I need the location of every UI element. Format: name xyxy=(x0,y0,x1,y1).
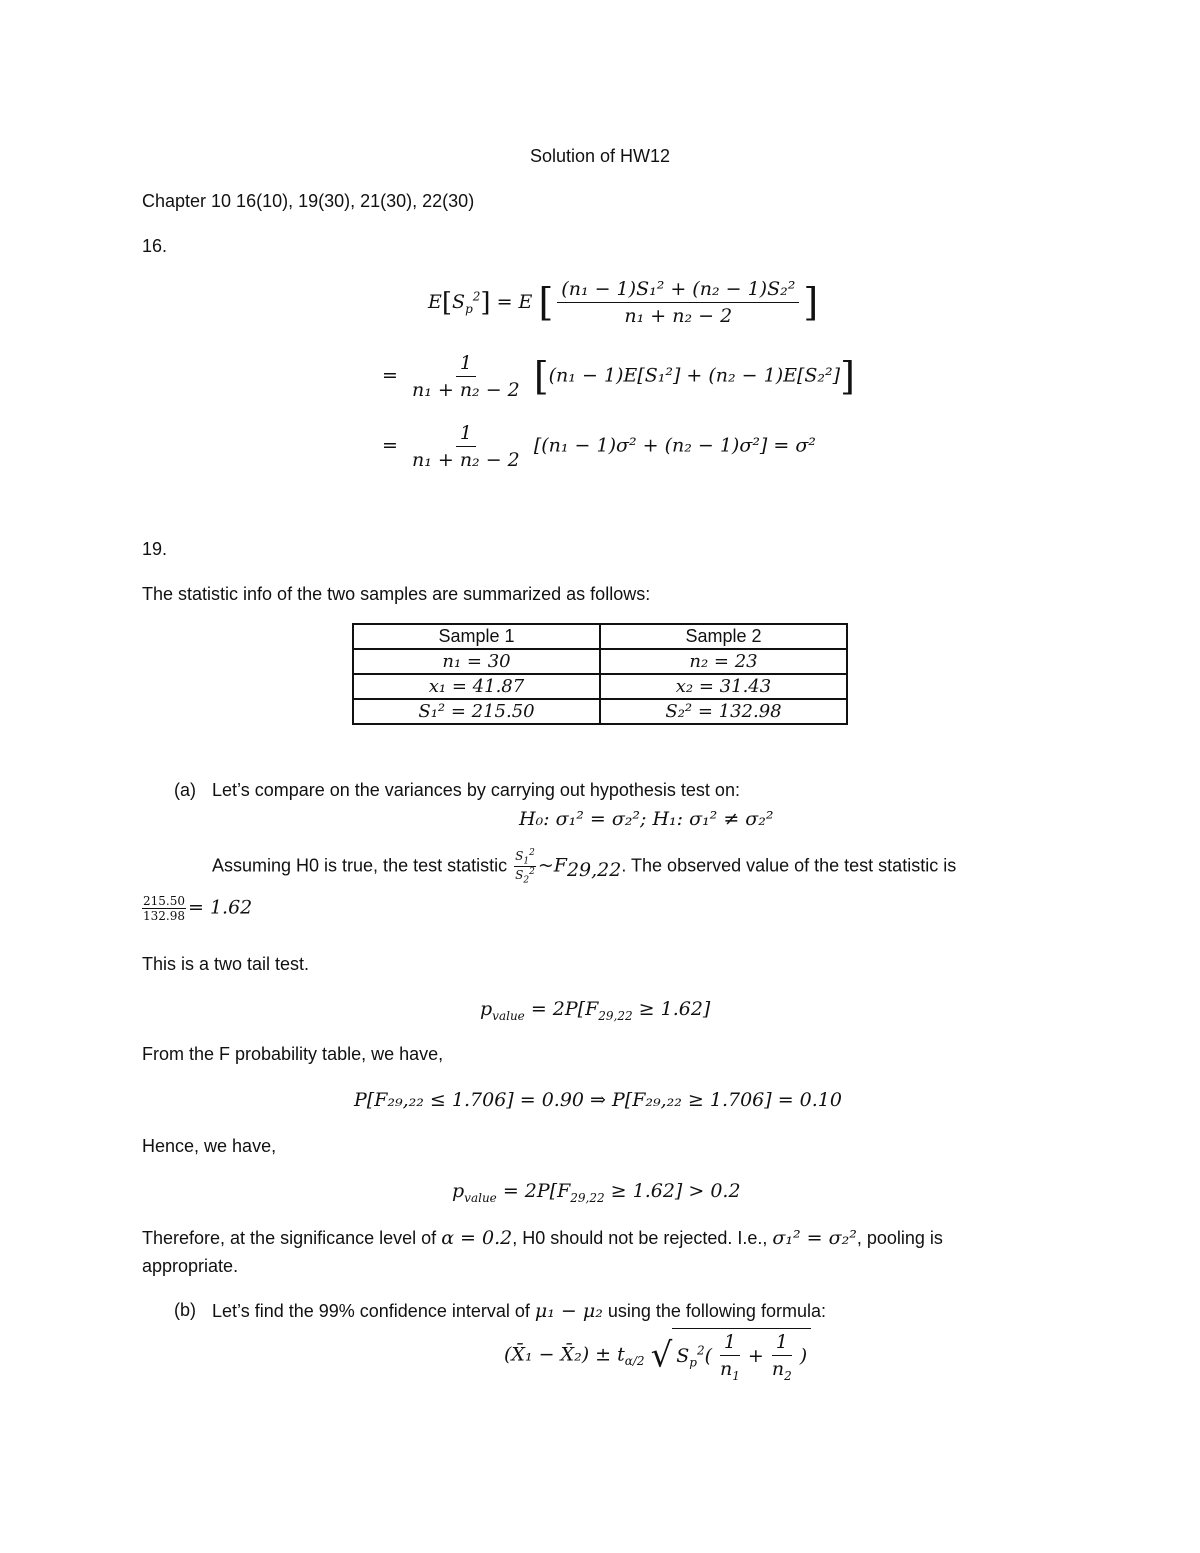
part-a-text: Let’s compare on the variances by carrying out hypothesis test on: xyxy=(212,780,740,800)
ci-subscript: α/2 xyxy=(624,1354,645,1369)
eq2-numerator: 1 xyxy=(456,352,476,377)
table-cell: x₁ = 41.87 xyxy=(353,674,600,699)
equation-16-line1: $E[S_p^2] = E$ [ $\frac{\text{(n₁ − 1)S₁² + (n₂ − 1)S₂²}}{\text{n₁ + n₂ − 2}}$ ] xyxy=(428,278,819,327)
table-row xyxy=(353,649,847,674)
assume-text: Assuming H0 is true, the test statistic xyxy=(212,855,508,876)
table-row xyxy=(353,674,847,699)
table-cell: S₂² = 132.98 xyxy=(600,699,847,724)
eq1-denominator: n₁ + n₂ − 2 xyxy=(624,305,733,327)
page-title: Solution of HW12 xyxy=(529,146,671,166)
observed-value xyxy=(142,894,252,923)
eq3-rest: [(n₁ − 1)σ² + (n₂ − 1)σ²] = σ² xyxy=(533,434,816,457)
table-cell: n₂ = 23 xyxy=(600,649,847,674)
part-b-text xyxy=(212,1300,826,1322)
ftable-text: From the F probability table, we have, xyxy=(142,1044,444,1064)
pvalue-equation-2: $p_{value} = 2P[F_{29,22} \ge 1.62] > 0.2$ xyxy=(452,1180,741,1205)
eq2-denominator: n₁ + n₂ − 2 xyxy=(411,379,520,401)
problem-19-intro: The statistic info of the two samples are summarized as follows: xyxy=(142,584,651,604)
part-b-label: (b) xyxy=(174,1300,196,1320)
test-statistic-line: Assuming H0 is true, the test statistic $\frac{S_1^2}{S_2^2}$ $\sim F_{29,22}$. The observed value of the test statistic is xyxy=(212,848,957,886)
part-a-label: (a) xyxy=(174,780,196,800)
problem-16-label: 16. xyxy=(142,236,168,256)
ftable-equation: P[F₂₉,₂₂ ≤ 1.706] = 0.90 ⇒ P[F₂₉,₂₂ ≥ 1.706] = 0.10 xyxy=(354,1089,842,1111)
eq2-rest: (n₁ − 1)E[S₁²] + (n₂ − 1)E[S₂²] xyxy=(548,364,841,387)
table-header-cell: Sample 2 xyxy=(600,624,847,649)
conclusion-text-1: Therefore, at the significance level of xyxy=(142,1228,437,1248)
conclusion-text-3: , pooling is xyxy=(856,1228,943,1248)
problem-19-label: 19. xyxy=(142,539,168,559)
eq1-lhs: $E[S_p^2] = E$ xyxy=(428,287,533,318)
part-b-text-post: using the following formula: xyxy=(607,1301,826,1321)
hypothesis-equation: H₀: σ₁² = σ₂²; H₁: σ₁² ≠ σ₂² xyxy=(519,808,774,830)
pvalue2-eq-tail: ≥ 1.62] > 0.2 xyxy=(604,1180,741,1202)
hence-text: Hence, we have, xyxy=(142,1136,277,1156)
obs-denominator: 132.98 xyxy=(143,909,185,923)
alpha-value: α = 0.2 xyxy=(441,1227,513,1249)
distribution-text: ~F xyxy=(537,854,567,877)
ci-lhs: (X̄₁ − X̄₂) ± t xyxy=(504,1343,625,1366)
table-row xyxy=(353,699,847,724)
table-cell: n₁ = 30 xyxy=(353,649,600,674)
part-b-text-pre: Let’s find the 99% confidence interval of xyxy=(212,1301,530,1321)
table-cell: x₂ = 31.43 xyxy=(600,674,847,699)
sample-statistics-table xyxy=(352,623,848,725)
two-tail-text: This is a two tail test. xyxy=(142,954,310,974)
table-header-row xyxy=(353,624,847,649)
table-header-cell: Sample 1 xyxy=(353,624,600,649)
pvalue2-eq-text: = 2P[F xyxy=(502,1180,571,1202)
eq1-numerator: (n₁ − 1)S₁² + (n₂ − 1)S₂² xyxy=(557,278,799,303)
pvalue-eq-tail: ≥ 1.62] xyxy=(632,998,711,1020)
chapter-line: Chapter 10 16(10), 19(30), 21(30), 22(30) xyxy=(142,191,475,211)
conclusion-text-2: , H0 should not be rejected. I.e., xyxy=(512,1228,768,1248)
equation-16-line3: = $\frac{1}{\text{n₁ + n₂ − 2}}$ [(n₁ − 1)σ² + (n₂ − 1)σ²] = σ² xyxy=(382,422,816,471)
obs-value: = 1.62 xyxy=(188,896,253,919)
conclusion-line-1 xyxy=(142,1227,943,1249)
equation-16-line2: = $\frac{1}{\text{n₁ + n₂ − 2}}$ [(n₁ − 1)E[S₁²] + (n₂ − 1)E[S₂²]] xyxy=(382,352,855,401)
assume-post-text: . The observed value of the test statistic is xyxy=(621,855,957,876)
pvalue-equation: $p_{value} = 2P[F_{29,22} \ge 1.62]$ xyxy=(480,998,711,1023)
pvalue-eq-text: = 2P[F xyxy=(530,998,599,1020)
eq3-denominator: n₁ + n₂ − 2 xyxy=(411,449,520,471)
sigma-equality: σ₁² = σ₂² xyxy=(772,1227,857,1249)
conclusion-line-2: appropriate. xyxy=(142,1256,239,1276)
eq3-numerator: 1 xyxy=(456,422,476,447)
mu-difference: μ₁ − μ₂ xyxy=(534,1300,603,1322)
ci-sqrt: $S_p^2$( $\frac{1}{n_1}$ + $\frac{1}{n_2}$ ) xyxy=(672,1328,811,1383)
distribution-subscript: 29,22 xyxy=(566,859,622,882)
table-cell: S₁² = 215.50 xyxy=(353,699,600,724)
confidence-interval-formula: (X̄₁ − X̄₂) ± $t_{\alpha/2}$ √ $S_p^2$( $\frac{1}{n_1}$ + $\frac{1}{n_2}$ ) xyxy=(504,1328,811,1383)
obs-numerator: 215.50 xyxy=(143,894,185,908)
